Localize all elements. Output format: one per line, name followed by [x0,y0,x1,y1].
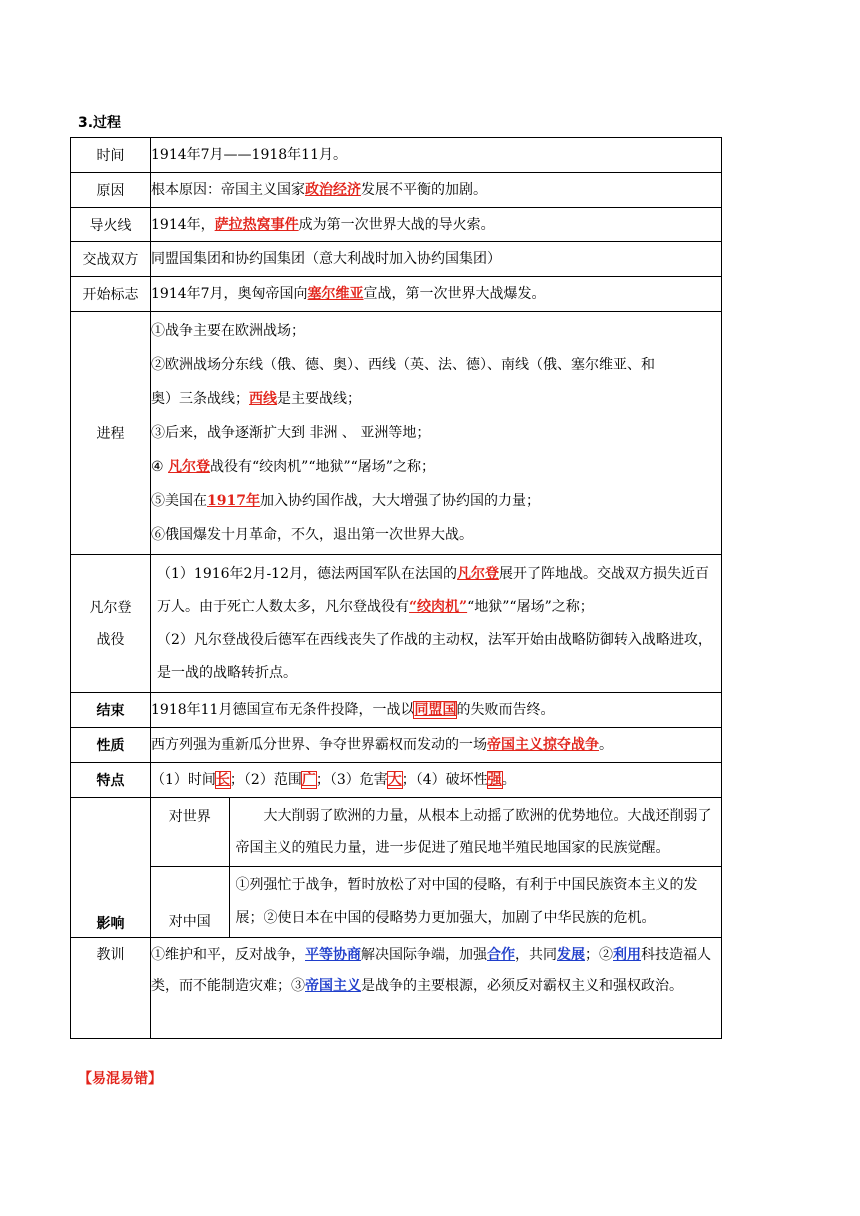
row-content-verdun [151,555,722,693]
process-line-7: ⑥俄国爆发十月革命，不久，退出第一次世界大战。 [151,527,473,543]
trigger-text-pre: 1914年， [151,216,215,233]
row-content-sides: 同盟国集团和协约国集团（意大利战时加入协约国集团） [151,242,722,277]
row-label-trigger: 导火线 [71,208,151,242]
process-line-5 [151,450,721,484]
lesson-text-4: ；② [585,947,613,963]
impact-world-label: 对世界 [151,798,229,867]
verdun-p1-pre: （1）1916年2月-12月，德法两国军队在法国的 [157,565,457,582]
row-start [71,277,722,312]
process-keyword-verdun: 凡尔登 [168,459,211,475]
features-b-pre: ；（2）范围 [229,772,302,788]
verdun-p1-post: “地狱”“屠场”之称； [467,598,594,615]
process-line-4: ③后来，战争逐渐扩大到 非洲 、 亚洲等地； [151,425,431,441]
row-content-impact [151,798,722,938]
ww1-process-table [70,137,722,1039]
lesson-keyword-development: 发展 [557,947,585,963]
nature-keyword: 帝国主义掠夺战争 [487,737,599,753]
impact-china-label: 对中国 [151,867,229,938]
process-line-6 [151,484,721,518]
features-keyword-long: 长 [215,772,230,788]
row-features [71,763,722,798]
cause-keyword: 政治经济 [305,182,361,198]
verdun-paragraph-2: （2）凡尔登战役后德军在西线丧失了作战的主动权，法军开始由战略防御转入战略进攻，是一战的战略转折点。 [157,631,712,681]
row-content-time: 1914年7月——1918年11月。 [151,138,722,173]
process-line-6-post: 加入协约国作战，大大增强了协约国的力量； [259,493,540,509]
row-label-cause: 原因 [71,173,151,208]
footer-note-confusable: 【易混易错】 [78,1071,162,1087]
row-verdun [71,555,722,693]
lesson-keyword-equal-consultation: 平等协商 [305,947,361,963]
row-impact [71,798,722,938]
row-content-features [151,763,722,798]
impact-world-text: 大大削弱了欧洲的力量，从根本上动摇了欧洲的优势地位。大战还削弱了帝国主义的殖民力量，进一步促进了殖民地半殖民地国家的民族觉醒。 [229,798,721,867]
row-content-end [151,693,722,728]
row-label-time: 时间 [71,138,151,173]
trigger-keyword: 萨拉热窝事件 [214,216,299,233]
start-text-post: 宣战，第一次世界大战爆发。 [363,286,546,302]
process-line-1: ①战争主要在欧洲战场； [151,323,305,339]
lesson-text-3: ，共同 [515,947,557,963]
row-lesson [71,938,722,1039]
row-label-lesson: 教训 [71,938,151,1039]
process-line-2: ②欧洲战场分东线（俄、德、奥）、西线（英、法、德）、南线（俄、塞尔维亚、和 [151,357,655,373]
features-c-pre: ；（3）危害 [315,772,388,788]
lesson-text-1: ①维护和平，反对战争， [151,947,305,963]
impact-world-row [151,798,721,867]
row-label-nature: 性质 [71,728,151,763]
process-line-3-pre: 奥）三条战线； [151,391,249,407]
lesson-keyword-use: 利用 [613,947,641,963]
row-content-trigger [151,208,722,242]
row-time [71,138,722,173]
start-keyword: 塞尔维亚 [307,286,364,302]
features-keyword-great: 大 [387,772,402,788]
process-line-5-pre: ④ [151,459,169,475]
start-text-pre: 1914年7月，奥匈帝国向 [151,286,308,302]
lesson-text-6: 是战争的主要根源，必须反对霸权主义和强权政治。 [361,978,683,994]
cause-text-post: 发展不平衡的加剧。 [361,182,487,198]
lesson-text-5: 科技造福人类，而不能制造灾难；③ [151,947,711,994]
features-keyword-wide: 广 [301,772,316,788]
lesson-keyword-imperialism: 帝国主义 [305,978,361,994]
nature-text-post: 。 [599,737,613,753]
features-end: 。 [501,772,516,788]
row-content-cause [151,173,722,208]
lesson-text-2: 解决国际争端，加强 [361,947,487,963]
process-line-6-pre: ⑤美国在 [151,493,207,509]
end-text-post: 的失败而告终。 [456,702,555,718]
cause-text-pre: 根本原因：帝国主义国家 [151,182,305,198]
row-content-start [151,277,722,312]
verdun-paragraph-1 [157,558,715,624]
section-heading: 3.过程 [78,115,122,131]
lesson-keyword-cooperation: 合作 [487,947,515,963]
verdun-keyword-meat-grinder: “绞肉机” [409,598,468,615]
row-cause [71,173,722,208]
features-d-pre: ；（4）破坏性 [401,772,488,788]
row-label-verdun [71,555,151,693]
row-content-nature [151,728,722,763]
verdun-keyword: 凡尔登 [457,565,499,582]
end-keyword: 同盟国 [414,702,457,718]
features-keyword-strong: 强 [487,772,502,788]
impact-china-row [151,867,721,938]
end-text-pre: 1918年11月德国宣布无条件投降，一战以 [151,702,415,718]
process-keyword-1917: 1917年 [207,493,260,509]
row-label-start: 开始标志 [71,277,151,312]
row-trigger [71,208,722,242]
row-nature [71,728,722,763]
verdun-label-line-2: 战役 [96,631,125,648]
row-process [71,312,722,555]
row-label-features: 特点 [71,763,151,798]
row-end [71,693,722,728]
row-content-process [151,312,722,555]
row-label-end: 结束 [71,693,151,728]
nature-text-pre: 西方列强为重新瓜分世界、争夺世界霸权而发动的一场 [151,737,487,753]
impact-subtable [151,798,721,937]
process-line-5-post: 战役有“绞肉机”“地狱”“屠场”之称； [210,459,435,475]
row-sides [71,242,722,277]
verdun-label-line-1: 凡尔登 [89,599,132,616]
verdun-p1-mid: 展开了阵地战。交战双方损失近百万人。由于死亡人数太多，凡尔登战役有 [157,565,709,615]
trigger-text-post: 成为第一次世界大战的导火索。 [298,216,495,233]
process-line-3 [151,382,721,416]
row-label-impact: 影响 [71,798,151,938]
row-label-sides: 交战双方 [71,242,151,277]
process-keyword-west-front: 西线 [249,391,277,407]
features-a-pre: （1）时间 [151,772,216,788]
impact-china-text: ①列强忙于战争，暂时放松了对中国的侵略，有利于中国民族资本主义的发展；②使日本在中国的侵略势力更加强大，加剧了中华民族的危机。 [229,867,721,938]
row-content-lesson [151,938,722,1039]
process-line-3-post: 是主要战线； [277,391,361,407]
row-label-process: 进程 [71,312,151,555]
